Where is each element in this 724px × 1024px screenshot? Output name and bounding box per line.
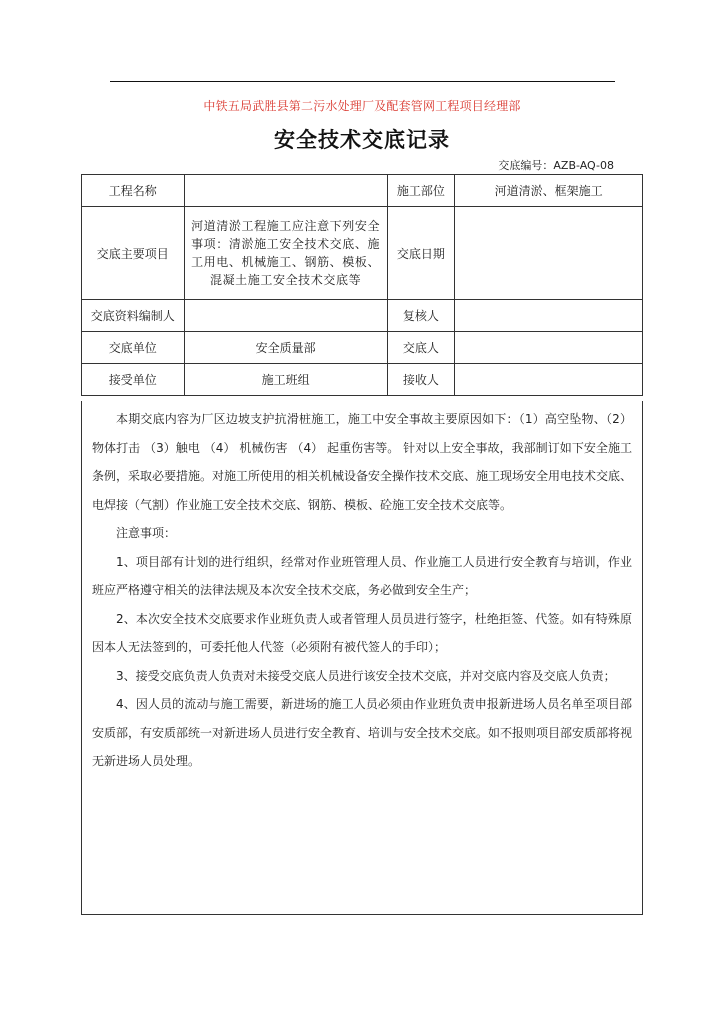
discloser-label: 交底人 xyxy=(387,332,455,364)
reviewer-value xyxy=(455,300,643,332)
items-value: 河道清淤工程施工应注意下列安全事项：清淤施工安全技术交底、施工用电、机械施工、钢筋、模板、混凝土施工安全技术交底等 xyxy=(184,207,387,300)
receiver-unit-value: 施工班组 xyxy=(184,364,387,396)
location-label: 施工部位 xyxy=(387,175,455,207)
reviewer-label: 复核人 xyxy=(387,300,455,332)
record-table xyxy=(81,174,643,396)
company-name: 中铁五局武胜县第二污水处理厂及配套管网工程项目经理部 xyxy=(203,99,521,113)
unit-label: 交底单位 xyxy=(82,332,185,364)
document-number: 交底编号：AZB-AQ-08 xyxy=(498,159,614,172)
receiver-unit-label: 接受单位 xyxy=(82,364,185,396)
notes-title: 注意事项： xyxy=(116,526,177,540)
location-value: 河道清淤、框架施工 xyxy=(455,175,643,207)
note-item: 1、项目部有计划的进行组织，经常对作业班管理人员、作业施工人员进行安全教育与培训，作业班应严格遵守相关的法律法规及本次安全技术交底，务必做到安全生产； xyxy=(92,554,632,597)
header-rule xyxy=(110,81,615,82)
row-items xyxy=(82,207,643,300)
row-unit xyxy=(82,332,643,364)
row-compiler xyxy=(82,300,643,332)
date-label: 交底日期 xyxy=(387,207,455,300)
disclosure-content xyxy=(81,401,643,915)
intro-paragraph: 本期交底内容为厂区边坡支护抗滑桩施工，施工中安全事故主要原因如下：（1）高空坠物、（2）物体打击 （3）触电 （4） 机械伤害 （4） 起重伤害等。 针对以上安全事故，我部制订如下安全施工条例，采取必要措施。对施工所使用的相关机械设备安全操作技术交底、施工现场安全用电技术交底、电焊接（气割）作业施工安全技术交底、钢筋、模板、砼施工安全技术交底等。 xyxy=(92,412,633,512)
project-name-label: 工程名称 xyxy=(82,175,185,207)
project-name-value xyxy=(184,175,387,207)
document-title: 安全技术交底记录 xyxy=(274,128,450,152)
row-project xyxy=(82,175,643,207)
note-item: 2、本次安全技术交底要求作业班负责人或者管理人员员进行签字，杜绝拒签、代签。如有特殊原因本人无法签到的，可委托他人代签（必须附有被代签人的手印）； xyxy=(92,611,632,654)
row-receiver xyxy=(82,364,643,396)
unit-value: 安全质量部 xyxy=(184,332,387,364)
note-item: 3、接受交底负责人负责对未接受交底人员进行该安全技术交底，并对交底内容及交底人负责； xyxy=(116,668,616,683)
discloser-value xyxy=(455,332,643,364)
compiler-label: 交底资料编制人 xyxy=(82,300,185,332)
note-item: 4、因人员的流动与施工需要，新进场的施工人员必须由作业班负责申报新进场人员名单至项目部安质部，有安质部统一对新进场人员进行安全教育、培训与安全技术交底。如不报则项目部安质部将视无新进场人员处理。 xyxy=(92,697,633,768)
date-value xyxy=(455,207,643,300)
items-label: 交底主要项目 xyxy=(82,207,185,300)
compiler-value xyxy=(184,300,387,332)
receiver-value xyxy=(455,364,643,396)
receiver-label: 接收人 xyxy=(387,364,455,396)
